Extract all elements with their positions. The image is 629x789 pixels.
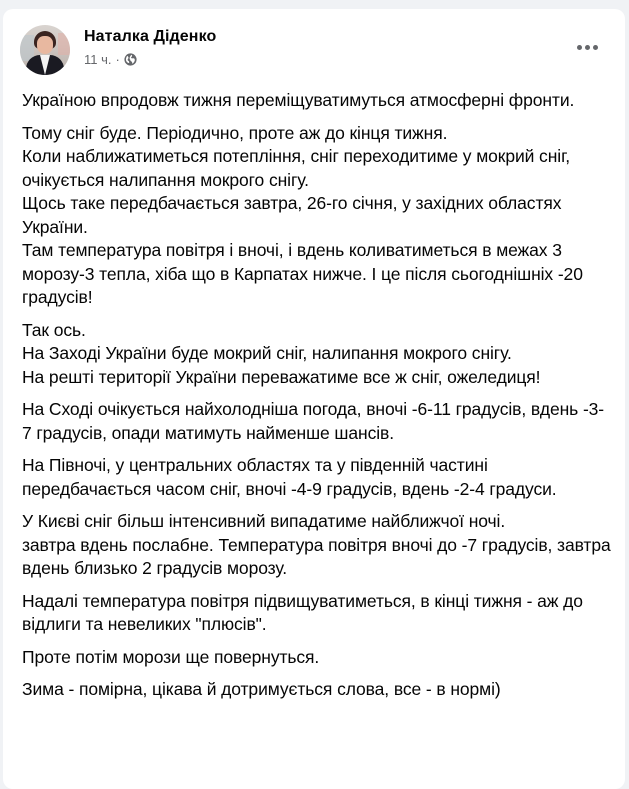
avatar-background — [58, 33, 70, 55]
text-line: Тому сніг буде. Періодично, проте аж до кінця тижня. — [22, 122, 448, 143]
text-line: Щось таке передбачається завтра, 26-го січня, у західних областях України. — [22, 193, 562, 237]
post-card — [3, 9, 625, 789]
text-line: Там температура повітря і вночі, і вдень коливатиметься в межах 3 морозу-3 тепла, хіба що в Карпатах нижче. І це після сьогоднішніх -20 градусів! — [22, 240, 583, 307]
text-line: На Півночі, у центральних областях та у південній частині передбачається часом сніг, вночі -4-9 градусів, вдень -2-4 градуси. — [22, 455, 557, 499]
post-meta — [84, 52, 137, 67]
text-line: завтра вдень послабне. Температура повітря вночі до -7 градусів, завтра вдень близько 2 градусів морозу. — [22, 534, 611, 578]
post-header — [20, 25, 609, 75]
paragraph — [22, 454, 612, 501]
text-line: Надалі температура повітря підвищуватиметься, в кінці тижня - аж до відлиги та невеликих "плюсів". — [22, 590, 583, 634]
text-line: На решті території України переважатиме все ж сніг, ожеледиця! — [22, 366, 541, 387]
text-line: У Києві сніг більш інтенсивний випадатиме найближчої ночі. — [22, 511, 506, 531]
avatar[interactable] — [20, 25, 70, 75]
text-line: Так ось. — [22, 319, 86, 340]
dot — [585, 45, 590, 50]
post-time[interactable]: 11 ч. — [84, 52, 112, 67]
paragraph — [22, 89, 612, 113]
post-body — [22, 89, 612, 711]
globe-icon[interactable] — [124, 53, 137, 66]
text-line: Зима - помірна, цікава й дотримується слова, все - в нормі) — [22, 679, 501, 699]
paragraph — [22, 678, 612, 702]
text-line: На Заході України буде мокрий сніг, налипання мокрого снігу. — [22, 343, 512, 363]
paragraph — [22, 319, 612, 390]
dot — [593, 45, 598, 50]
more-options-button[interactable] — [569, 35, 605, 59]
text-line: Україною впродовж тижня переміщуватимуться атмосферні фронти. — [22, 90, 575, 110]
paragraph — [22, 122, 612, 310]
text-line: Коли наближатиметься потепління, сніг переходитиме у мокрий сніг, очікується налипання мокрого снігу. — [22, 146, 570, 190]
meta-separator: · — [115, 52, 120, 67]
avatar-face — [37, 36, 53, 54]
text-line: На Сході очікується найхолодніша погода, вночі -6-11 градусів, вдень -3-7 градусів, опади матимуть найменше шансів. — [22, 399, 605, 443]
author-name[interactable]: Наталка Діденко — [84, 28, 217, 45]
paragraph — [22, 590, 612, 637]
dot — [577, 45, 582, 50]
paragraph — [22, 646, 612, 670]
text-line: Проте потім морози ще повернуться. — [22, 646, 320, 667]
paragraph — [22, 398, 612, 445]
paragraph — [22, 510, 612, 581]
